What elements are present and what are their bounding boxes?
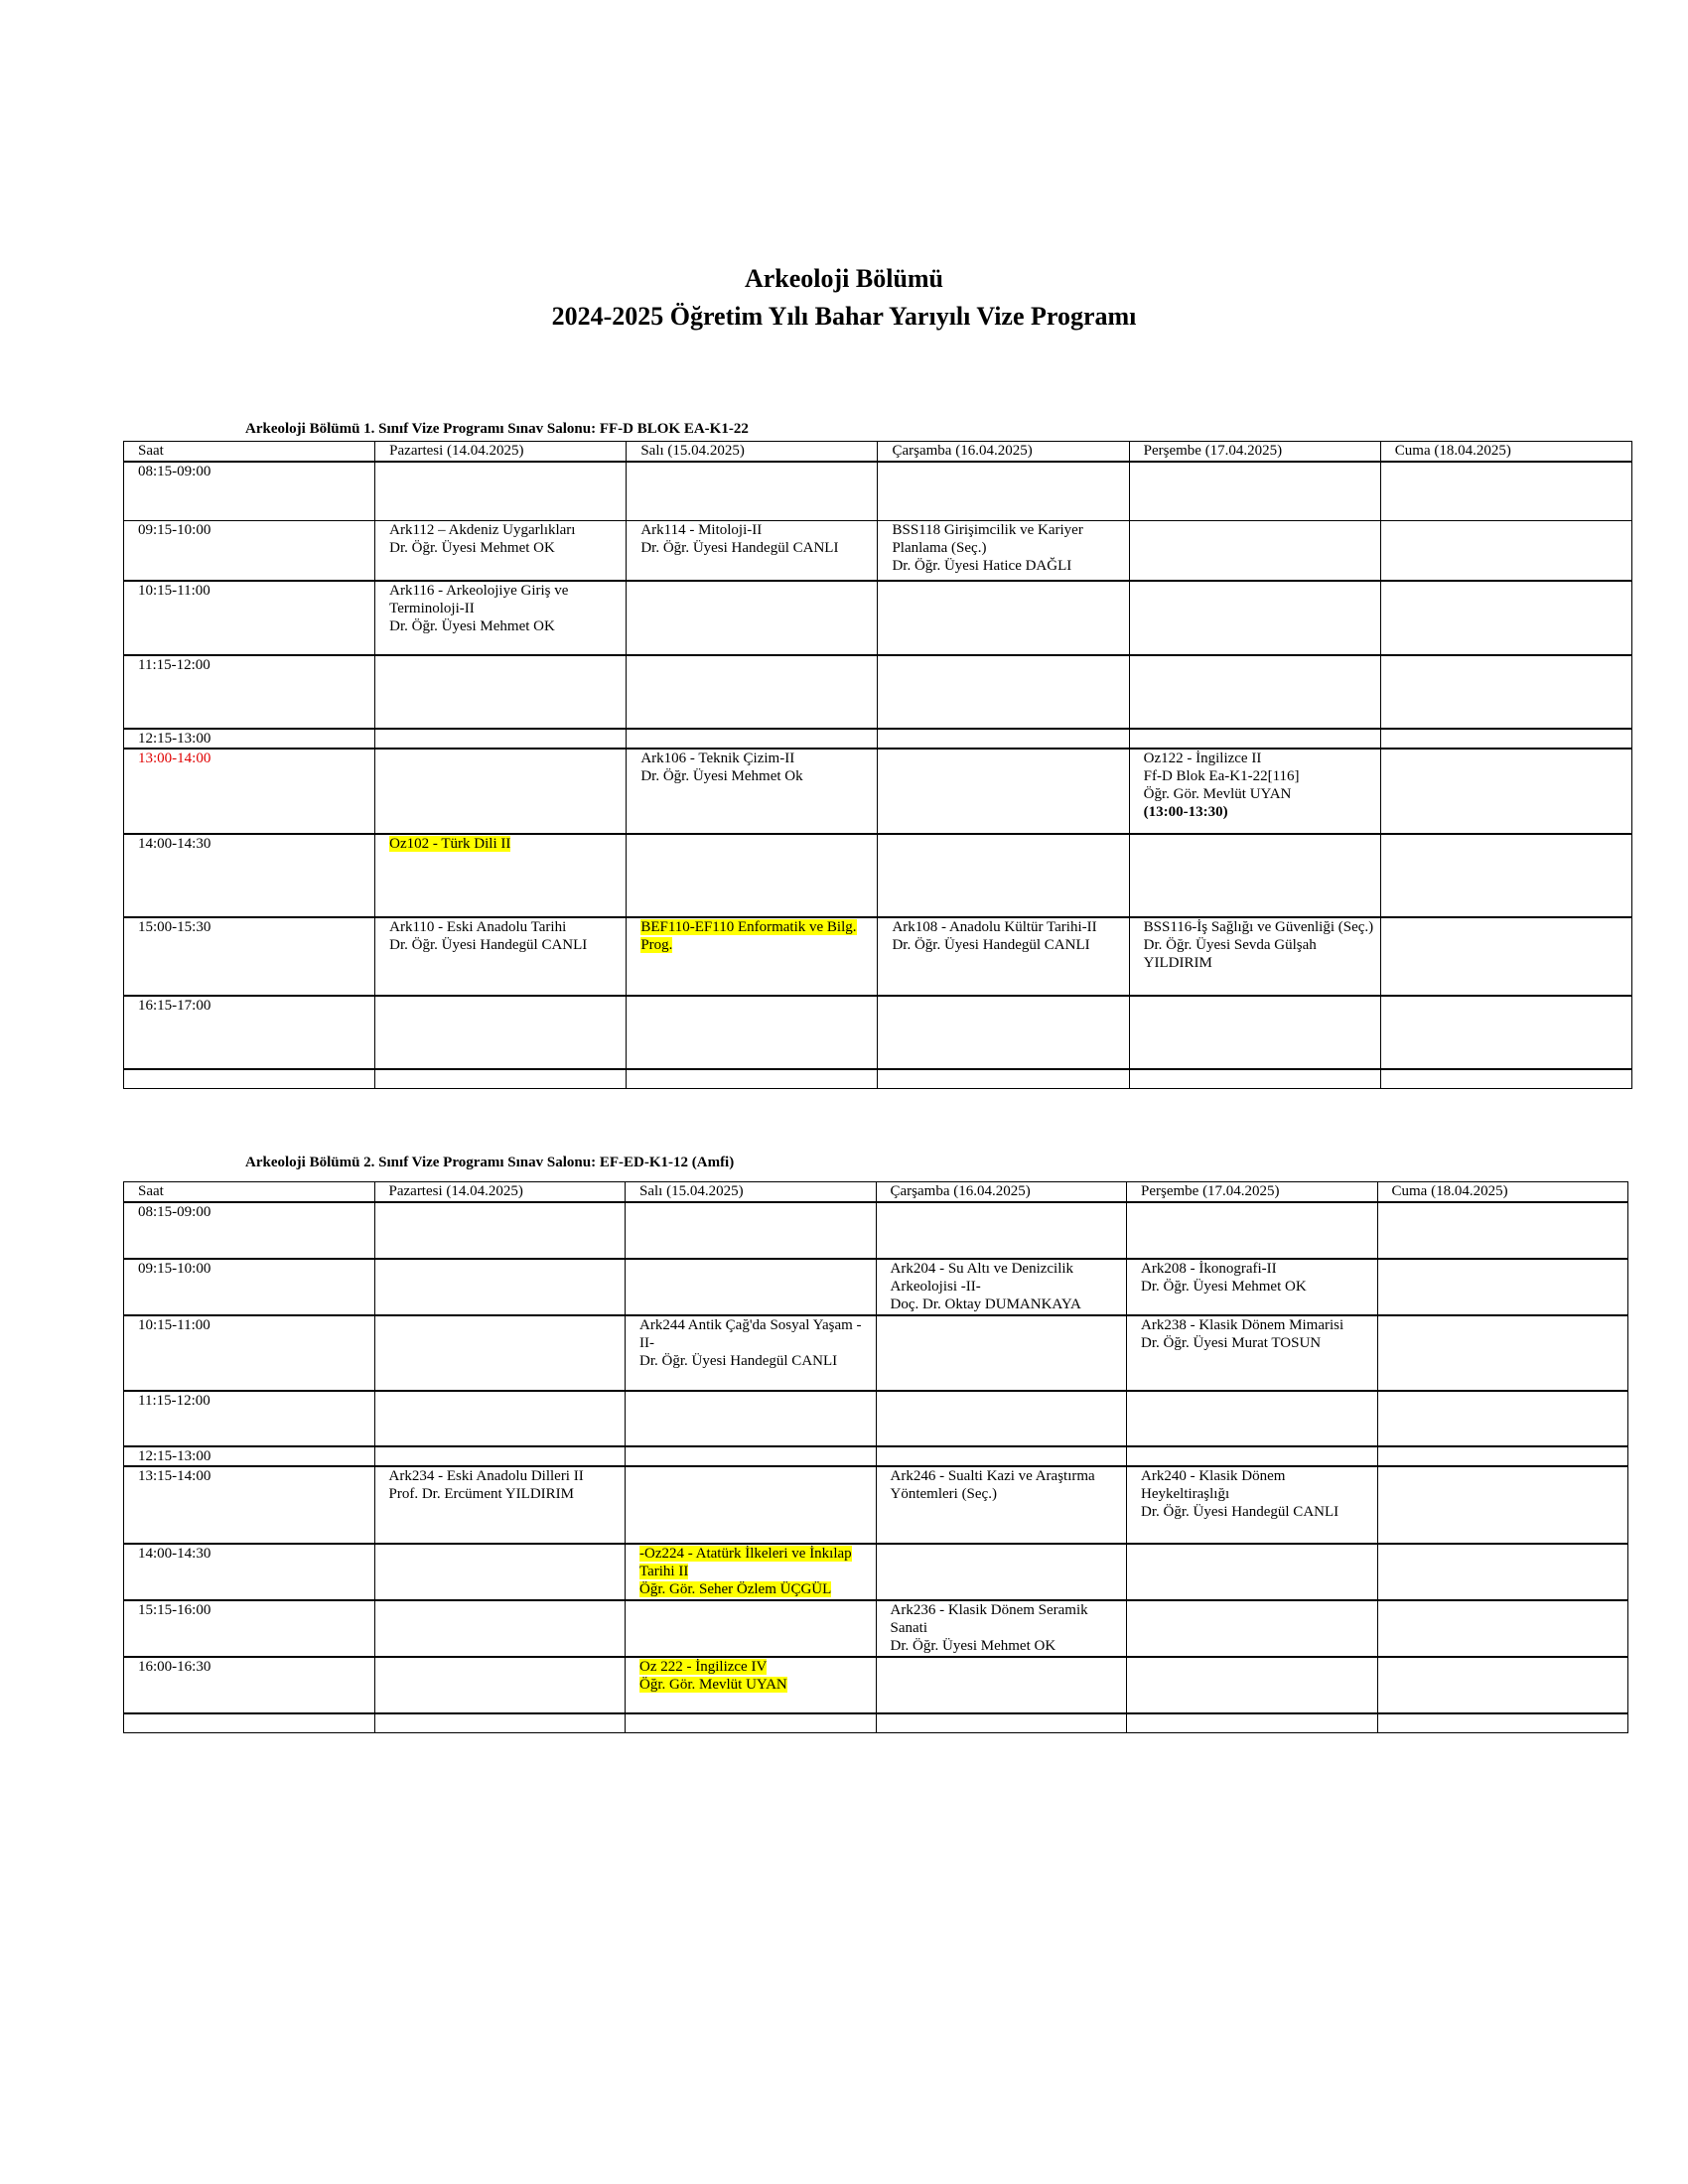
table-row [124, 1202, 1628, 1259]
exam-cell [374, 1713, 626, 1733]
course-detail: Doç. Dr. Oktay DUMANKAYA [890, 1296, 1081, 1312]
exam-cell [375, 834, 627, 917]
course-detail: Dr. Öğr. Üyesi Mehmet OK [890, 1637, 1056, 1654]
exam-cell [1377, 1600, 1628, 1657]
cell-line [1144, 936, 1376, 972]
header-row [124, 1182, 1628, 1202]
exam-cell [876, 1259, 1127, 1315]
course-detail: Öğr. Gör. Mevlüt UYAN [639, 1676, 787, 1693]
course-name: Ark112 – Akdeniz Uygarlıkları [389, 522, 576, 538]
exam-cell [878, 834, 1129, 917]
exam-cell [1127, 1466, 1378, 1544]
exam-cell [1129, 917, 1380, 996]
header-day: Cuma (18.04.2025) [1380, 442, 1631, 462]
table-row [124, 729, 1632, 749]
class2-schedule-table [123, 1181, 1628, 1733]
exam-cell [1129, 655, 1380, 729]
exam-cell [626, 1713, 877, 1733]
time-slot: 09:15-10:00 [124, 1259, 375, 1315]
cell-line [389, 539, 622, 557]
exam-cell [1377, 1544, 1628, 1600]
exam-cell [374, 1544, 626, 1600]
header-row [124, 442, 1632, 462]
course-name: Ark116 - Arkeolojiye Giriş ve Terminoloji-II [389, 582, 569, 616]
exam-cell [1129, 1069, 1380, 1089]
exam-cell [878, 521, 1129, 581]
exam-cell [876, 1600, 1127, 1657]
header-day: Pazartesi (14.04.2025) [374, 1182, 626, 1202]
time-slot: 16:15-17:00 [124, 996, 375, 1069]
exam-cell [1129, 521, 1380, 581]
table-row [124, 1600, 1628, 1657]
table-row [124, 834, 1632, 917]
document-title [0, 260, 1688, 336]
exam-cell [626, 1544, 877, 1600]
table-row [124, 655, 1632, 729]
table-row [124, 1446, 1628, 1466]
time-slot: 12:15-13:00 [124, 1446, 375, 1466]
exam-cell [626, 1600, 877, 1657]
cell-line [389, 918, 622, 936]
cell-line [389, 582, 622, 617]
cell-line [640, 767, 873, 785]
exam-cell [1380, 729, 1631, 749]
course-name: Oz102 - Türk Dili II [389, 835, 511, 852]
exam-cell [375, 749, 627, 834]
course-detail: Ff-D Blok Ea-K1-22[116] [1143, 767, 1300, 784]
exam-cell [876, 1391, 1127, 1446]
course-name: Ark244 Antik Çağ'da Sosyal Yaşam -II- [639, 1316, 862, 1351]
exam-cell [626, 1446, 877, 1466]
course-detail: Dr. Öğr. Üyesi Mehmet Ok [640, 767, 803, 784]
exam-cell [878, 462, 1129, 521]
course-detail: Dr. Öğr. Üyesi Mehmet OK [389, 540, 555, 556]
exam-cell [1380, 996, 1631, 1069]
course-detail: Dr. Öğr. Üyesi Mehmet OK [389, 617, 555, 634]
exam-cell [375, 917, 627, 996]
exam-cell [375, 996, 627, 1069]
time-slot: 12:15-13:00 [124, 729, 375, 749]
exam-cell [374, 1315, 626, 1391]
exam-cell [1129, 729, 1380, 749]
cell-line [1141, 1316, 1373, 1334]
exam-cell [1380, 462, 1631, 521]
cell-line [1141, 1503, 1373, 1521]
exam-cell [626, 1202, 877, 1259]
exam-cell [876, 1315, 1127, 1391]
exam-cell [878, 729, 1129, 749]
course-name: BSS116-İş Sağlığı ve Güvenliği (Seç.) [1143, 918, 1374, 935]
header-time: Saat [124, 1182, 375, 1202]
header-time: Saat [124, 442, 375, 462]
exam-cell [1380, 834, 1631, 917]
time-slot: 08:15-09:00 [124, 1202, 375, 1259]
header-day: Çarşamba (16.04.2025) [876, 1182, 1127, 1202]
exam-cell [627, 834, 878, 917]
cell-line [1141, 1260, 1373, 1278]
cell-line [1144, 750, 1376, 767]
exam-cell [375, 581, 627, 655]
exam-cell [1380, 1069, 1631, 1089]
cell-line [389, 1485, 622, 1503]
cell-line [389, 1467, 622, 1485]
course-detail: Dr. Öğr. Üyesi Murat TOSUN [1141, 1334, 1322, 1351]
exam-cell [374, 1446, 626, 1466]
table-row [124, 1657, 1628, 1713]
cell-line [1141, 1467, 1373, 1503]
course-detail: Prof. Dr. Ercüment YILDIRIM [388, 1485, 574, 1502]
exam-cell [626, 1466, 877, 1544]
class1-schedule-table [123, 441, 1632, 1089]
time-slot: 14:00-14:30 [124, 1544, 375, 1600]
table-row [124, 1391, 1628, 1446]
course-name: Ark238 - Klasik Dönem Mimarisi [1141, 1316, 1344, 1333]
exam-cell [626, 1315, 877, 1391]
course-name: Ark240 - Klasik Dönem Heykeltiraşlığı [1141, 1467, 1286, 1502]
time-slot: 11:15-12:00 [124, 655, 375, 729]
table-row [124, 462, 1632, 521]
course-name: BEF110-EF110 Enformatik ve Bilg. Prog. [640, 918, 857, 953]
exam-cell [1127, 1391, 1378, 1446]
header-day: Salı (15.04.2025) [626, 1182, 877, 1202]
exam-cell [1377, 1466, 1628, 1544]
cell-line [891, 1296, 1123, 1313]
exam-cell [878, 996, 1129, 1069]
exam-cell [374, 1391, 626, 1446]
exam-cell [878, 749, 1129, 834]
cell-line [640, 918, 873, 954]
time-slot [124, 1069, 375, 1089]
exam-cell [1377, 1315, 1628, 1391]
cell-line [1141, 1334, 1373, 1352]
course-name: Ark246 - Sualti Kazi ve Araştırma Yöntemleri (Seç.) [890, 1467, 1095, 1502]
exam-cell [627, 1069, 878, 1089]
exam-cell [1377, 1446, 1628, 1466]
time-slot: 15:00-15:30 [124, 917, 375, 996]
exam-cell [1380, 521, 1631, 581]
course-name: Ark114 - Mitoloji-II [640, 522, 763, 538]
header-day: Cuma (18.04.2025) [1377, 1182, 1628, 1202]
exam-cell [627, 996, 878, 1069]
exam-cell [626, 1391, 877, 1446]
exam-cell [1127, 1544, 1378, 1600]
exam-cell [375, 521, 627, 581]
course-detail: Dr. Öğr. Üyesi Handegül CANLI [892, 936, 1090, 953]
cell-line [1144, 918, 1376, 936]
table-row [124, 581, 1632, 655]
exam-cell [1129, 749, 1380, 834]
course-detail: Dr. Öğr. Üyesi Hatice DAĞLI [892, 558, 1072, 574]
table-row [124, 1544, 1628, 1600]
exam-cell [1380, 581, 1631, 655]
course-name: Ark110 - Eski Anadolu Tarihi [389, 918, 567, 935]
exam-cell [626, 1657, 877, 1713]
exam-cell [627, 462, 878, 521]
time-slot: 09:15-10:00 [124, 521, 375, 581]
cell-line [1141, 1278, 1373, 1296]
time-slot: 11:15-12:00 [124, 1391, 375, 1446]
time-slot: 14:00-14:30 [124, 834, 375, 917]
exam-cell [1129, 581, 1380, 655]
cell-line [892, 557, 1124, 575]
header-day: Çarşamba (16.04.2025) [878, 442, 1129, 462]
cell-line [640, 521, 873, 539]
exam-cell [627, 749, 878, 834]
exam-cell [375, 729, 627, 749]
cell-line [640, 539, 873, 557]
course-detail: Dr. Öğr. Üyesi Sevda Gülşah YILDIRIM [1143, 936, 1317, 971]
course-detail: Dr. Öğr. Üyesi Mehmet OK [1141, 1278, 1307, 1295]
course-name: Ark208 - İkonografi-II [1141, 1260, 1277, 1277]
time-slot: 13:00-14:00 [124, 749, 375, 834]
exam-cell [1129, 462, 1380, 521]
course-name: Ark204 - Su Altı ve Denizcilik Arkeolojisi -II- [890, 1260, 1074, 1295]
cell-line [639, 1676, 872, 1694]
exam-cell [375, 655, 627, 729]
course-detail: Dr. Öğr. Üyesi Handegül CANLI [1141, 1503, 1339, 1520]
cell-line [892, 936, 1124, 954]
time-slot [124, 1713, 375, 1733]
header-day: Salı (15.04.2025) [627, 442, 878, 462]
exam-cell [374, 1466, 626, 1544]
course-name: Oz 222 - İngilizce IV [639, 1658, 768, 1675]
table-row [124, 1315, 1628, 1391]
course-name: -Oz224 - Atatürk İlkeleri ve İnkılap Tarihi II [639, 1545, 852, 1579]
cell-line [639, 1545, 872, 1580]
table-row [124, 996, 1632, 1069]
cell-line [639, 1352, 872, 1370]
course-detail: Öğr. Gör. Mevlüt UYAN [1143, 785, 1292, 802]
exam-cell [1129, 834, 1380, 917]
course-name: Ark106 - Teknik Çizim-II [640, 750, 795, 766]
exam-cell [878, 1069, 1129, 1089]
exam-cell [1127, 1600, 1378, 1657]
exam-cell [1127, 1713, 1378, 1733]
cell-line [891, 1467, 1123, 1503]
exam-cell [876, 1544, 1127, 1600]
table-row [124, 521, 1632, 581]
table-row [124, 917, 1632, 996]
table-row [124, 1259, 1628, 1315]
cell-line [892, 521, 1124, 557]
exam-cell [1377, 1657, 1628, 1713]
exam-cell [1377, 1259, 1628, 1315]
time-slot: 10:15-11:00 [124, 581, 375, 655]
exam-cell [627, 521, 878, 581]
exam-cell [1129, 996, 1380, 1069]
exam-cell [1127, 1315, 1378, 1391]
cell-line [389, 835, 622, 853]
time-slot: 13:15-14:00 [124, 1466, 375, 1544]
header-day: Pazartesi (14.04.2025) [375, 442, 627, 462]
exam-cell [374, 1202, 626, 1259]
course-name: BSS118 Girişimcilik ve Kariyer Planlama (Seç.) [892, 522, 1083, 556]
cell-line [639, 1580, 872, 1598]
exam-cell [876, 1446, 1127, 1466]
table-row [124, 1466, 1628, 1544]
time-slot: 15:15-16:00 [124, 1600, 375, 1657]
exam-cell [876, 1466, 1127, 1544]
cell-line [1144, 803, 1376, 821]
program-title: 2024-2025 Öğretim Yılı Bahar Yarıyılı Vize Programı [551, 302, 1137, 331]
exam-cell [1380, 917, 1631, 996]
exam-cell [878, 655, 1129, 729]
course-detail: Dr. Öğr. Üyesi Handegül CANLI [639, 1352, 838, 1369]
cell-line [389, 936, 622, 954]
course-detail: Dr. Öğr. Üyesi Handegül CANLI [389, 936, 588, 953]
exam-cell [374, 1259, 626, 1315]
exam-cell [375, 1069, 627, 1089]
exam-cell [375, 462, 627, 521]
exam-cell [878, 917, 1129, 996]
header-day: Perşembe (17.04.2025) [1129, 442, 1380, 462]
exam-cell [627, 581, 878, 655]
cell-line [891, 1260, 1123, 1296]
exam-cell [1377, 1202, 1628, 1259]
course-name: Oz122 - İngilizce II [1143, 750, 1262, 766]
cell-line [1144, 785, 1376, 803]
table-row [124, 749, 1632, 834]
table-row [124, 1713, 1628, 1733]
exam-cell [878, 581, 1129, 655]
class1-caption: Arkeoloji Bölümü 1. Sınıf Vize Programı Sınav Salonu: FF-D BLOK EA-K1-22 [245, 421, 749, 437]
exam-cell [627, 655, 878, 729]
cell-line [639, 1658, 872, 1676]
cell-line [891, 1601, 1123, 1637]
course-name: Ark108 - Anadolu Kültür Tarihi-II [892, 918, 1097, 935]
exam-cell [876, 1713, 1127, 1733]
exam-cell [374, 1657, 626, 1713]
cell-line [639, 1316, 872, 1352]
exam-cell [876, 1202, 1127, 1259]
exam-cell [1127, 1446, 1378, 1466]
course-name: Ark236 - Klasik Dönem Seramik Sanati [890, 1601, 1088, 1636]
exam-cell [1127, 1259, 1378, 1315]
cell-line [1144, 767, 1376, 785]
department-title: Arkeoloji Bölümü [744, 264, 944, 293]
cell-line [892, 918, 1124, 936]
course-name: Ark234 - Eski Anadolu Dilleri II [388, 1467, 584, 1484]
cell-line [640, 750, 873, 767]
course-detail: (13:00-13:30) [1143, 803, 1228, 820]
time-slot: 08:15-09:00 [124, 462, 375, 521]
exam-cell [374, 1600, 626, 1657]
exam-cell [1377, 1391, 1628, 1446]
exam-cell [1380, 655, 1631, 729]
cell-line [389, 617, 622, 635]
exam-cell [1127, 1202, 1378, 1259]
exam-cell [1127, 1657, 1378, 1713]
time-slot: 10:15-11:00 [124, 1315, 375, 1391]
header-day: Perşembe (17.04.2025) [1127, 1182, 1378, 1202]
exam-cell [626, 1259, 877, 1315]
course-detail: Öğr. Gör. Seher Özlem ÜÇGÜL [639, 1580, 832, 1597]
cell-line [891, 1637, 1123, 1655]
course-detail: Dr. Öğr. Üyesi Handegül CANLI [640, 540, 839, 556]
exam-cell [627, 917, 878, 996]
time-slot: 16:00-16:30 [124, 1657, 375, 1713]
class2-caption: Arkeoloji Bölümü 2. Sınıf Vize Programı Sınav Salonu: EF-ED-K1-12 (Amfi) [245, 1155, 735, 1170]
exam-cell [876, 1657, 1127, 1713]
exam-cell [1380, 749, 1631, 834]
cell-line [389, 521, 622, 539]
table-row [124, 1069, 1632, 1089]
exam-cell [1377, 1713, 1628, 1733]
exam-cell [627, 729, 878, 749]
